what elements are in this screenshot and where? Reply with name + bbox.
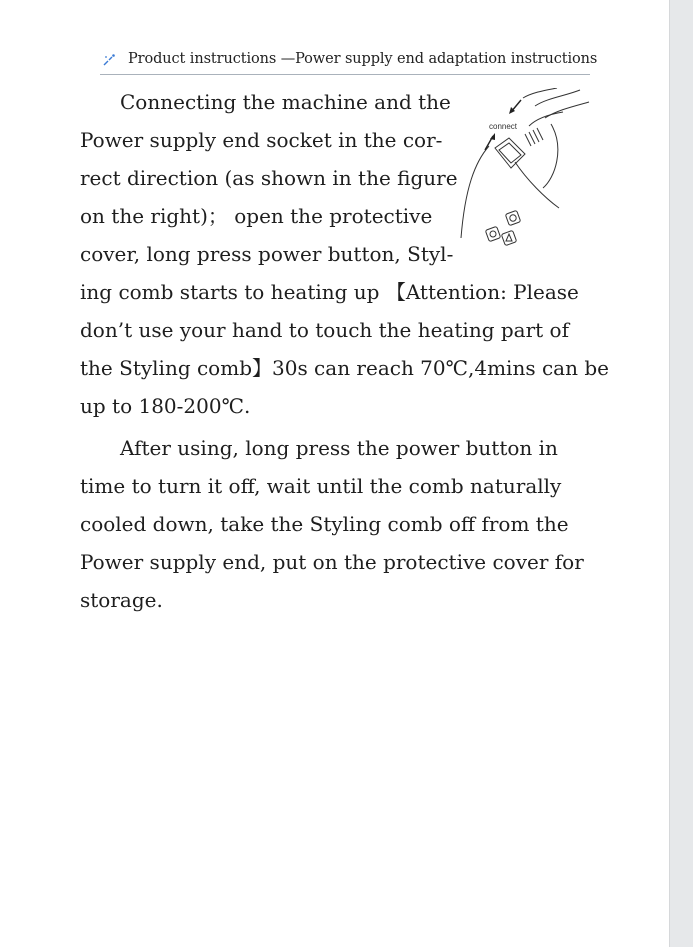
section-header bbox=[100, 50, 598, 75]
text-line: Connecting the machine and the bbox=[120, 90, 451, 114]
vertical-scrollbar[interactable] bbox=[669, 0, 693, 947]
text-line: don’t use your hand to touch the heating part of bbox=[80, 318, 569, 342]
text-line: the Styling comb】30s can reach 70℃,4mins can be bbox=[80, 356, 609, 380]
text-line: on the right)； open the protective bbox=[80, 204, 433, 228]
connect-label: connect bbox=[489, 122, 518, 131]
text-line: rect direction (as shown in the figure bbox=[80, 166, 458, 190]
text-line: Power supply end, put on the protective cover for bbox=[80, 550, 584, 574]
header-title: Product instructions —Power supply end adaptation instructions bbox=[128, 51, 598, 67]
text-line: storage. bbox=[80, 588, 163, 612]
text-line: time to turn it off, wait until the comb naturally bbox=[80, 474, 562, 498]
text-line: Power supply end socket in the cor- bbox=[80, 128, 443, 152]
text-line: up to 180-200℃. bbox=[80, 394, 251, 418]
sparkle-icon bbox=[102, 53, 116, 67]
text-line: cooled down, take the Styling comb off from the bbox=[80, 512, 569, 536]
text-line: After using, long press the power button in bbox=[120, 436, 558, 460]
text-line: cover, long press power button, Styl- bbox=[80, 242, 454, 266]
text-line: ing comb starts to heating up 【Attention: Please bbox=[80, 280, 579, 304]
device-connection-illustration bbox=[455, 88, 595, 248]
